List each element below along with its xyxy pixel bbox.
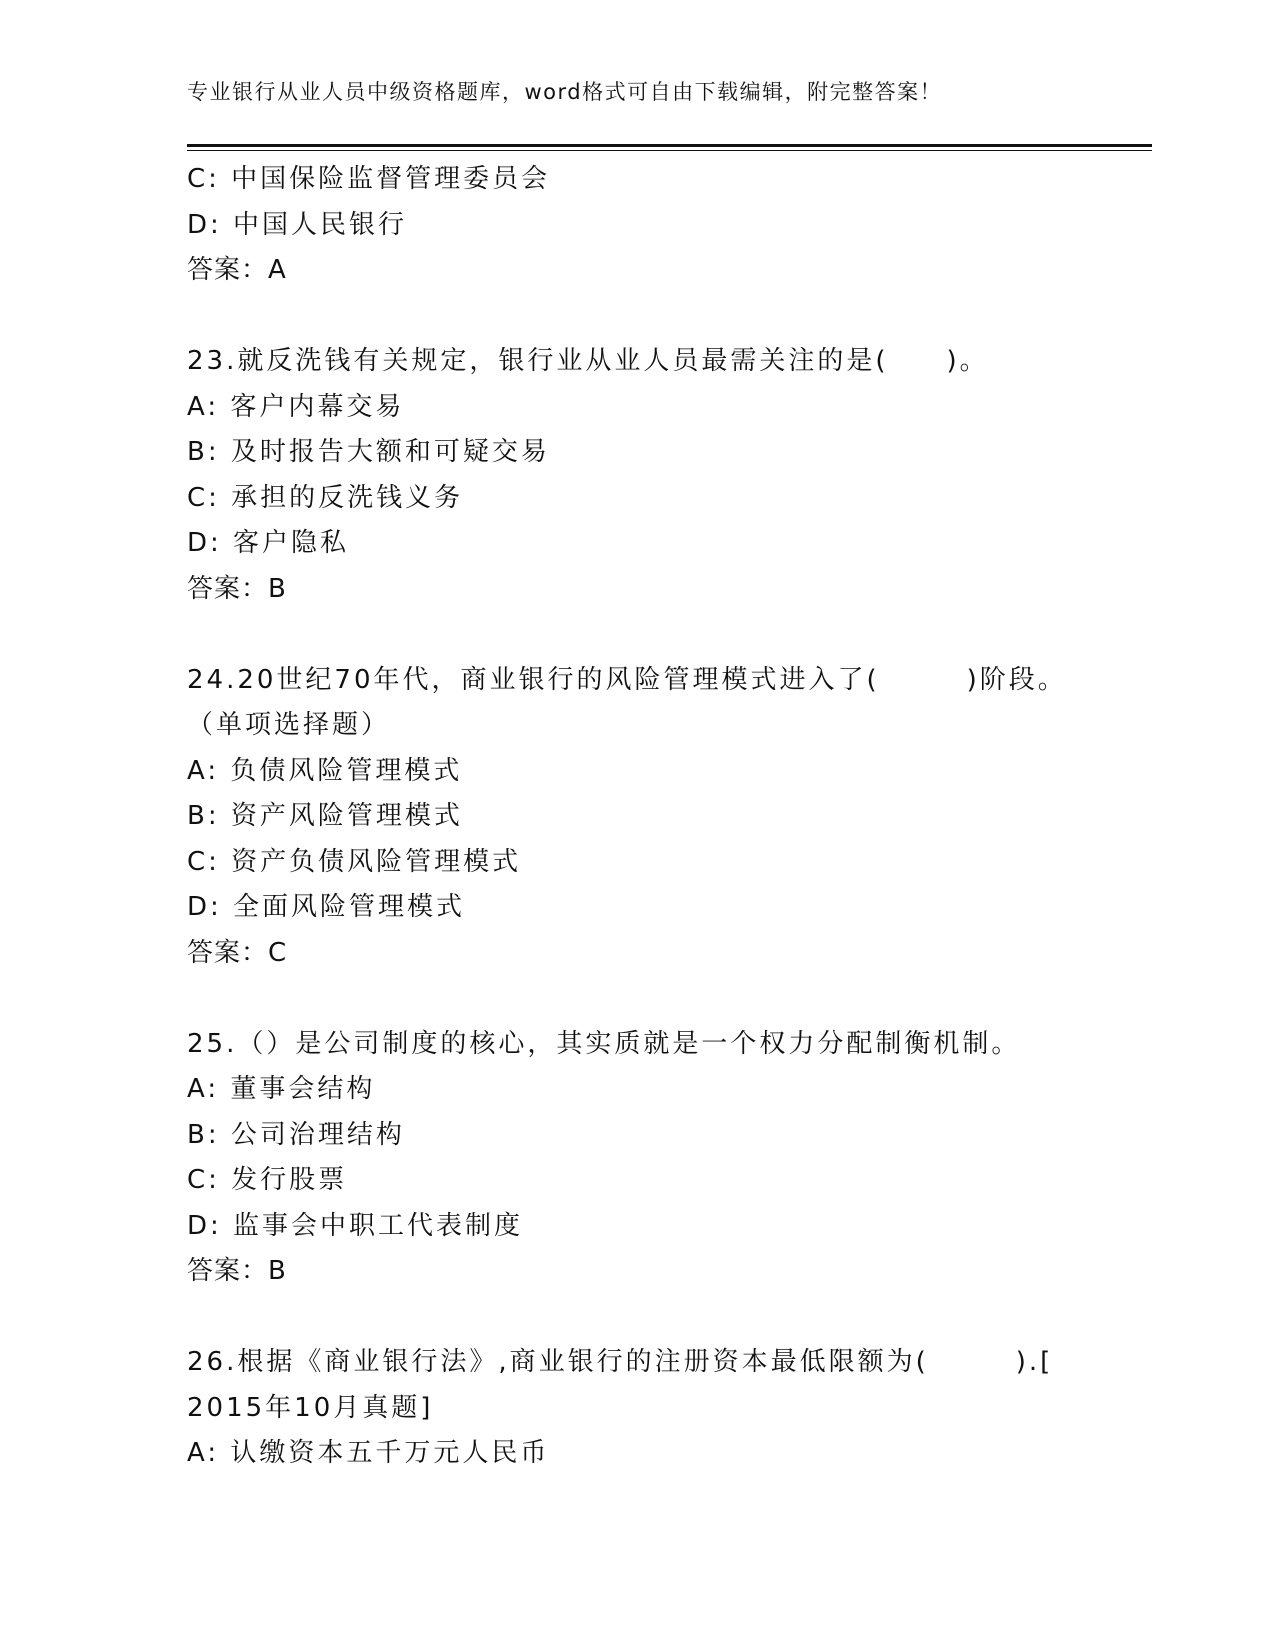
block-spacer [187,976,1147,1022]
answer-line: 答案：B [187,1256,287,1286]
option-line: B: 公司治理结构 [187,1119,405,1150]
option-line: C: 中国保险监督管理委员会 [187,164,551,194]
option-line: B: 及时报告大额和可疑交易 [187,437,550,467]
option-line: D: 监事会中职工代表制度 [187,1210,524,1241]
option-line: A: 客户内幕交易 [187,391,405,422]
question-content [187,157,1147,1477]
answer-line: 答案：B [187,573,287,604]
question-block [187,1022,1147,1295]
question-block [187,157,1147,294]
block-spacer [187,612,1147,658]
header-rule-thick [187,144,1152,147]
page-header: 专业银行从业人员中级资格题库，word格式可自由下载编辑，附完整答案！ [187,80,943,104]
answer-line: 答案：A [187,255,287,285]
question-stem: 26.根据《商业银行法》,商业银行的注册资本最低限额为( ).[ [187,1347,1054,1377]
question-stem: 24.20世纪70年代，商业银行的风险管理模式进入了( )阶段。 [187,664,1067,695]
question-stem: 23.就反洗钱有关规定，银行业从业人员最需关注的是( )。 [187,346,989,376]
block-spacer [187,1295,1147,1341]
option-line: A: 认缴资本五千万元人民币 [187,1438,550,1468]
question-block [187,339,1147,612]
option-line: C: 发行股票 [187,1165,348,1195]
option-line: C: 资产负债风险管理模式 [187,846,522,877]
question-stem: 25.（）是公司制度的核心，其实质就是一个权力分配制衡机制。 [187,1028,1021,1059]
option-line: B: 资产风险管理模式 [187,801,463,831]
header-rule-thin [187,150,1152,151]
answer-line: 答案：C [187,937,288,968]
block-spacer [187,294,1147,340]
option-line: A: 董事会结构 [187,1074,376,1104]
question-stem-continued: 2015年10月真题] [187,1392,434,1423]
option-line: D: 客户隐私 [187,528,350,558]
option-line: D: 全面风险管理模式 [187,892,466,922]
question-block [187,1340,1147,1477]
question-block [187,658,1147,977]
option-line: C: 承担的反洗钱义务 [187,482,464,513]
question-stem-continued: （单项选择题） [187,710,391,740]
option-line: A: 负债风险管理模式 [187,755,463,786]
option-line: D: 中国人民银行 [187,209,408,240]
